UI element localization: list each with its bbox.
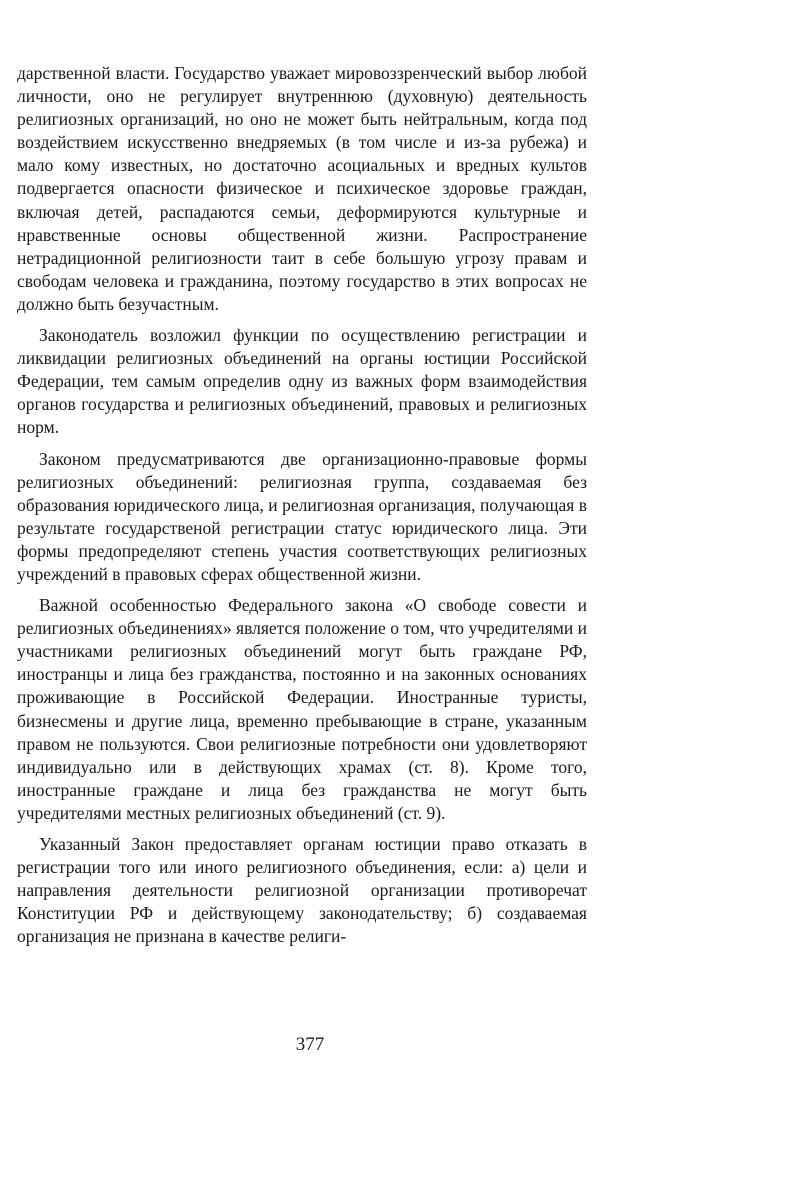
- paragraph-registration: Законодатель возложил функции по осуществлению регистрации и ликвидации религиозных объединений на органы юстиции Российской Федерации, тем самым определив одну из важных форм взаимодействия органов государства и религиозных объединений, правовых и религиозных норм.: [17, 325, 587, 438]
- page-number: 377: [295, 1034, 325, 1055]
- body-text: [17, 62, 587, 948]
- paragraph-founders: Важной особенностью Федерального закона «О свободе совести и религиозных объединениях» является положение о том, что учредителями и участниками религиозных объединений могут быть граждане РФ, иностранцы и лица без гражданства, постоянно и на законных основаниях проживающие в Российской Федерации. Иностранные туристы, бизнесмены и другие лица, временно пребывающие в стране, указанным правом не пользуются. Свои религиозные потребности они удовлетворяют индивидуально или в действующих храмах (ст. 8). Кроме того, иностранные граждане и лица без гражданства не могут быть учредителями местных религиозных объединений (ст. 9).: [17, 595, 587, 823]
- paragraph-refusal: Указанный Закон предоставляет органам юстиции право отказать в регистрации того или иного религиозного объединения, если: а) цели и направления деятельности религиозной организации противоречат Конституции РФ и действующему законодательству; б) создаваемая организация не признана в качестве религи-: [17, 834, 587, 947]
- paragraph-organizational-forms: Законом предусматриваются две организационно-правовые формы религиозных объединений: религиозная группа, создаваемая без образования юридического лица, и религиозная организация, получающая в результате государственой регистрации статус юридического лица. Эти формы предопределяют степень участия соответствующих религиозных учреждений в правовых сферах общественной жизни.: [17, 448, 587, 584]
- paragraph-continuation: дарственной власти. Государство уважает мировоззренческий выбор любой личности, оно не регулирует внутреннюю (духовную) деятельность религиозных организаций, но оно не может быть нейтральным, когда под воздействием искусственно внедряемых (в том числе и из-за рубежа) и мало кому известных, но достаточно асоциальных и вредных культов подвергается опасности физическое и психическое здоровье граждан, включая детей, распадаются семьи, деформируются культурные и нравственные основы общественной жизни. Распространение нетрадиционной религиозности таит в себе большую угрозу правам и свободам человека и гражданина, поэтому государство в этих вопросах не должно быть безучастным.: [17, 63, 587, 314]
